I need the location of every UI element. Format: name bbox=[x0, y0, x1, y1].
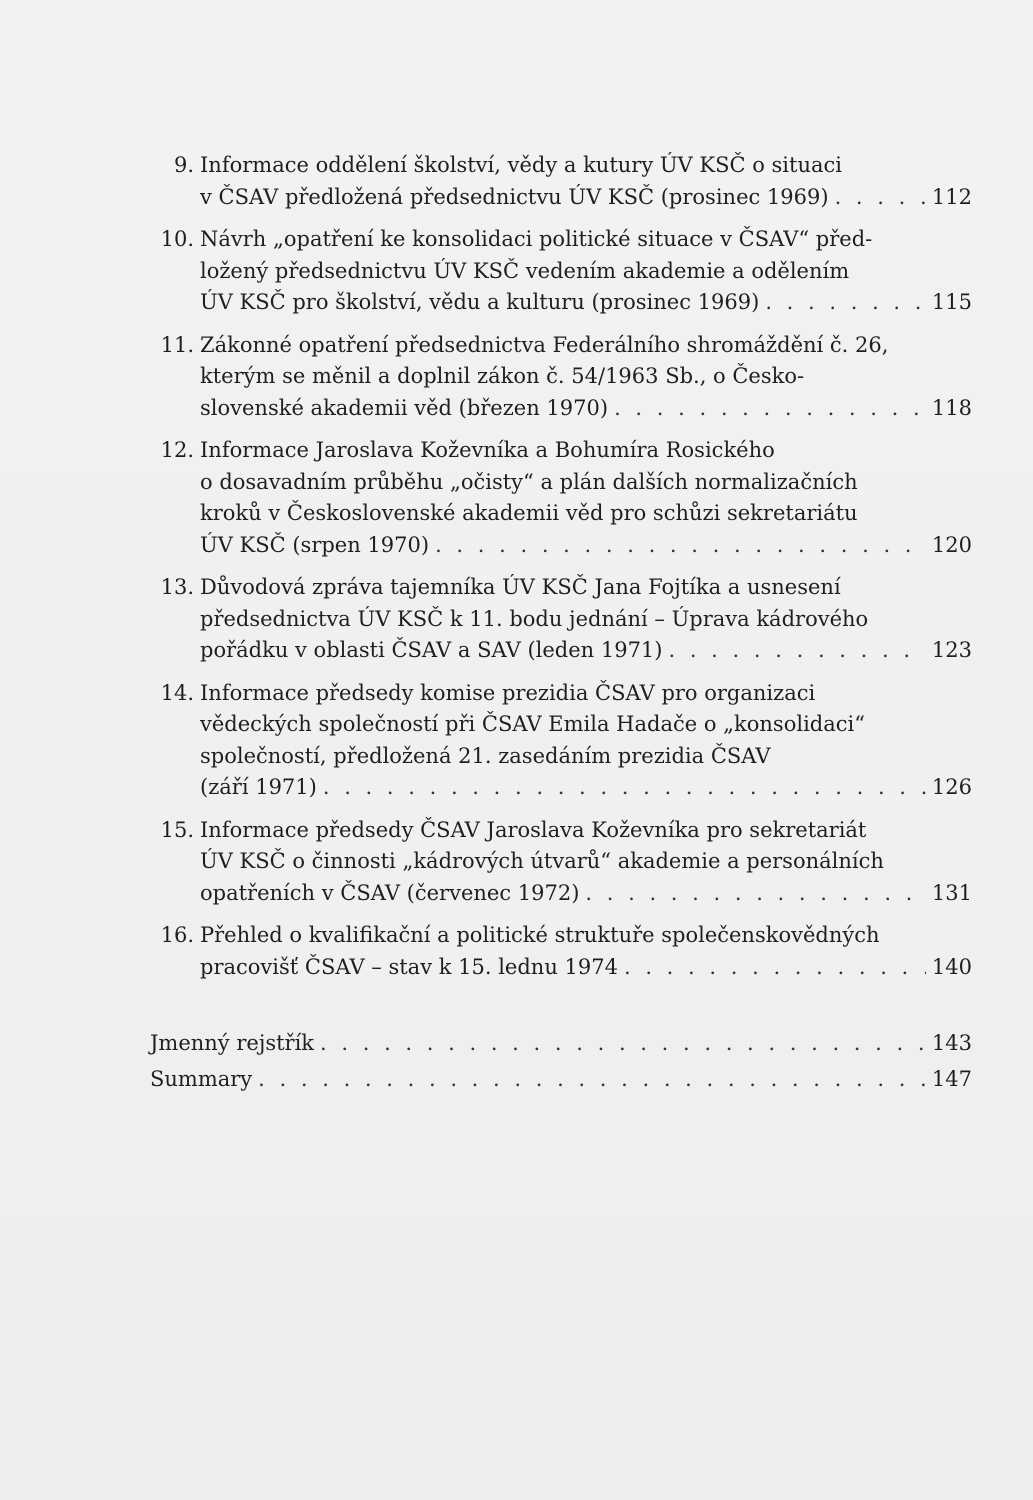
entry-number: 9. bbox=[173, 153, 194, 177]
leader-dots bbox=[258, 1064, 926, 1096]
section-gap bbox=[150, 994, 972, 1028]
toc-entry-summary bbox=[150, 1064, 972, 1096]
table-of-contents bbox=[150, 150, 972, 1099]
entry-line: pořádku v oblasti ČSAV a SAV (leden 1971) bbox=[200, 638, 663, 662]
page-number: 131 bbox=[931, 880, 972, 905]
entry-line: Přehled o kvalifikační a politické struktuře společenskovědných bbox=[200, 923, 880, 947]
entry-number: 15. bbox=[160, 817, 194, 842]
entry-line: ÚV KSČ pro školství, vědu a kulturu (prosinec 1969) bbox=[200, 290, 760, 314]
entry-title: Jmenný rejstřík bbox=[150, 1031, 315, 1055]
page-number: 115 bbox=[931, 290, 972, 314]
toc-entry-14 bbox=[150, 678, 972, 804]
leader-dots bbox=[668, 635, 925, 667]
entry-line: pracovišť ČSAV – stav k 15. lednu 1974 bbox=[200, 954, 618, 979]
leader-dots bbox=[765, 287, 926, 319]
entry-line: o dosavadním průběhu „očisty“ a plán dalších normalizačních bbox=[200, 469, 858, 494]
entry-line: předsednictva ÚV KSČ k 11. bodu jednání – Úprava kádrového bbox=[200, 606, 869, 631]
entry-line: v ČSAV předložená předsednictvu ÚV KSČ (prosinec 1969) bbox=[200, 184, 829, 209]
entry-line: Informace předsedy komise prezidia ČSAV pro organizaci bbox=[200, 680, 816, 705]
page-number: 143 bbox=[931, 1031, 972, 1055]
entry-line: Informace předsedy ČSAV Jaroslava Koževníka pro sekretariát bbox=[200, 817, 867, 842]
page-number: 126 bbox=[931, 775, 972, 799]
entry-line: společností, předložená 21. zasedáním prezidia ČSAV bbox=[200, 743, 771, 768]
entry-number: 11. bbox=[160, 332, 194, 357]
page-number: 118 bbox=[931, 395, 972, 420]
entry-line: ÚV KSČ o činnosti „kádrových útvarů“ akademie a personálních bbox=[200, 849, 884, 873]
entry-line: Informace Jaroslava Koževníka a Bohumíra Rosického bbox=[200, 438, 775, 462]
page-number: 112 bbox=[931, 184, 972, 209]
page-number: 147 bbox=[931, 1066, 972, 1091]
leader-dots bbox=[624, 952, 926, 984]
toc-entry-11 bbox=[150, 330, 972, 425]
entry-line: Informace oddělení školství, vědy a kutury ÚV KSČ o situaci bbox=[200, 153, 842, 177]
entry-line: (září 1971) bbox=[200, 775, 317, 799]
page-number: 120 bbox=[931, 532, 972, 557]
page-number: 140 bbox=[931, 954, 972, 979]
toc-entry-9 bbox=[150, 150, 972, 213]
leader-dots bbox=[323, 772, 926, 804]
entry-number: 14. bbox=[160, 680, 194, 705]
entry-line: kroků v Československé akademii věd pro schůzi sekretariátu bbox=[200, 501, 858, 525]
entry-line: Zákonné opatření předsednictva Federálního shromáždění č. 26, bbox=[200, 332, 889, 357]
leader-dots bbox=[320, 1028, 926, 1060]
entry-number: 16. bbox=[160, 923, 194, 947]
entry-line: ÚV KSČ (srpen 1970) bbox=[200, 532, 430, 557]
entry-line: slovenské akademii věd (březen 1970) bbox=[200, 395, 609, 420]
leader-dots bbox=[835, 182, 926, 214]
toc-entry-index bbox=[150, 1028, 972, 1060]
entry-line: kterým se měnil a doplnil zákon č. 54/1963 Sb., o Česko- bbox=[200, 364, 805, 388]
leader-dots bbox=[614, 393, 926, 425]
page-number: 123 bbox=[931, 638, 972, 662]
entry-number: 10. bbox=[160, 227, 194, 251]
entry-line: Důvodová zpráva tajemníka ÚV KSČ Jana Fojtíka a usnesení bbox=[200, 575, 841, 599]
entry-number: 12. bbox=[160, 438, 194, 462]
toc-entry-16 bbox=[150, 920, 972, 983]
entry-title: Summary bbox=[150, 1066, 253, 1091]
entry-line: ložený předsednictvu ÚV KSČ vedením akademie a odělením bbox=[200, 258, 850, 283]
toc-entry-13 bbox=[150, 572, 972, 667]
toc-entry-12 bbox=[150, 435, 972, 561]
entry-number: 13. bbox=[160, 575, 194, 599]
leader-dots bbox=[435, 530, 926, 562]
entry-line: Návrh „opatření ke konsolidaci politické situace v ČSAV“ před- bbox=[200, 227, 873, 251]
entry-line: opatřeních v ČSAV (červenec 1972) bbox=[200, 880, 580, 905]
leader-dots bbox=[585, 878, 926, 910]
toc-entry-15 bbox=[150, 815, 972, 910]
toc-entry-10 bbox=[150, 224, 972, 319]
entry-line: vědeckých společností při ČSAV Emila Hadače o „konsolidaci“ bbox=[200, 712, 865, 736]
